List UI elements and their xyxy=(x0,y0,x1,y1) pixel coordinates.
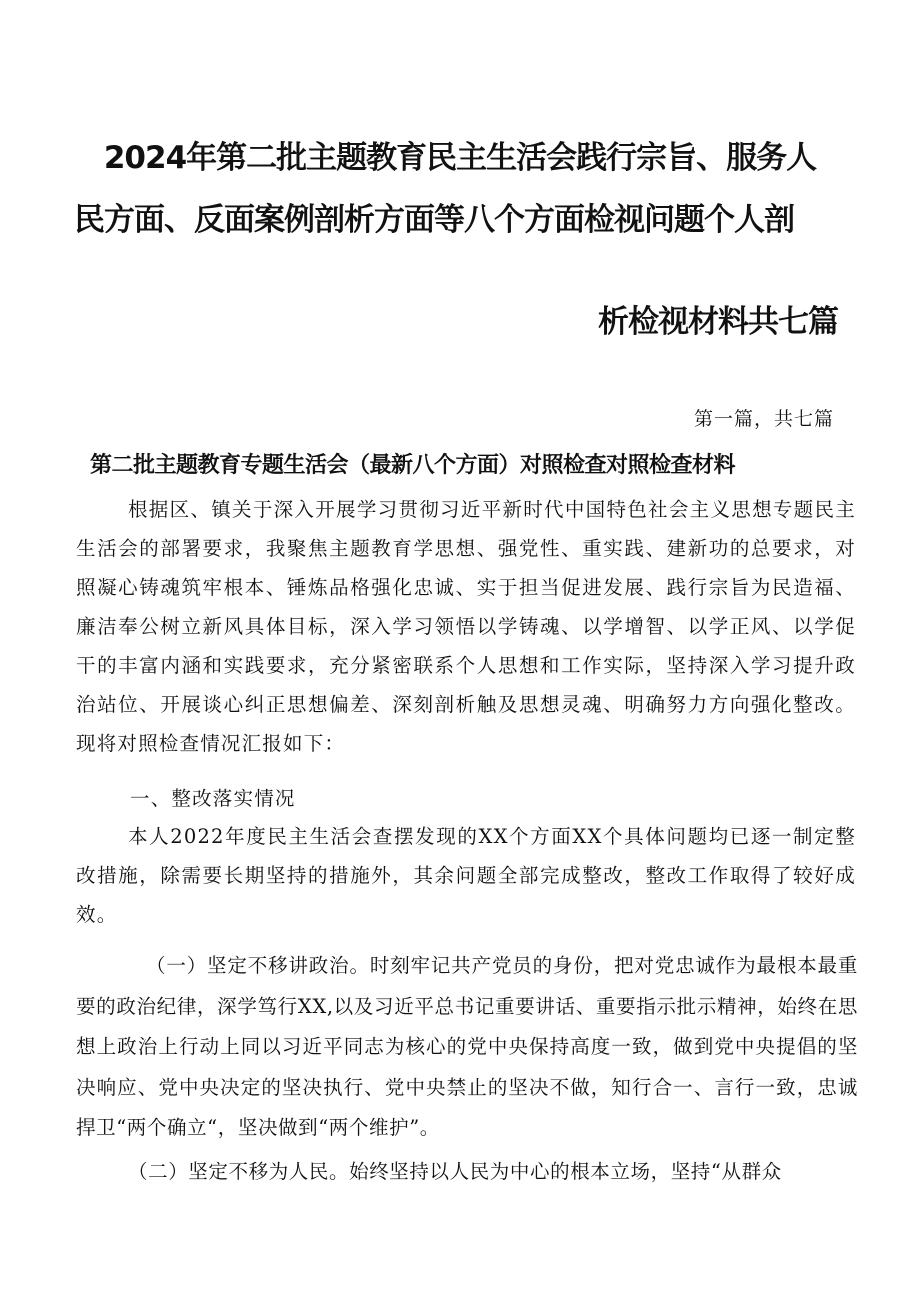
chapter-label: 第一篇，共七篇 xyxy=(693,408,834,430)
section-heading: 第二批主题教育专题生活会（最新八个方面）对照检查对照检查材料 xyxy=(90,453,736,478)
intro-paragraph: 根据区、镇关于深入开展学习贯彻习近平新时代中国特色社会主义思想专题民主生活会的部署要求，我聚焦主题教育学思想、强党性、重实践、建新功的总要求，对照凝心铸魂筑牢根本、锤炼品格强化忠诚、实于担当促进发展、践行宗旨为民造福、廉洁奉公树立新风具体目标，深入学习领悟以学铸魂、以学增智、以学正风、以学促干的丰富内涵和实践要求，充分紧密联系个人思想和工作实际，坚持深入学习提升政治站位、开展谈心纠正思想偏差、深刻剖析触及思想灵魂、明确努力方向强化整改。现将对照检查情况汇报如下： xyxy=(76,498,856,755)
review-paragraph: 本人2022年度民主生活会查摆发现的XX个方面XX个具体问题均已逐一制定整改措施，除需要长期坚持的措施外，其余问题全部完成整改，整改工作取得了较好成效。 xyxy=(76,825,856,926)
document-title-line-1: 2024年第二批主题教育民主生活会践行宗旨、服务人 xyxy=(103,140,817,176)
document-title-line-2: 民方面、反面案例剖析方面等八个方面检视问题个人剖 xyxy=(74,202,794,238)
item-one-paragraph: （一）坚定不移讲政治。时刻牢记共产党员的身份，把对党忠诚作为最根本最重要的政治纪律，深学笃行XX,以及习近平总书记重要讲话、重要指示批示精神，始终在思想上政治上行动上同以习近平同志为核心的党中央保持高度一致，做到党中央提倡的坚决响应、党中央决定的坚决执行、党中央禁止的坚决不做，知行合一、言行一致，忠诚捍卫“两个确立“，坚决做到“两个维护”。 xyxy=(76,954,858,1139)
heading-rectification: 一、整改落实情况 xyxy=(130,787,296,810)
document-title-line-3: 析检视材料共七篇 xyxy=(598,304,838,340)
item-two-paragraph: （二）坚定不移为人民。始终坚持以人民为中心的根本立场，坚持“从群众 xyxy=(128,1160,782,1183)
